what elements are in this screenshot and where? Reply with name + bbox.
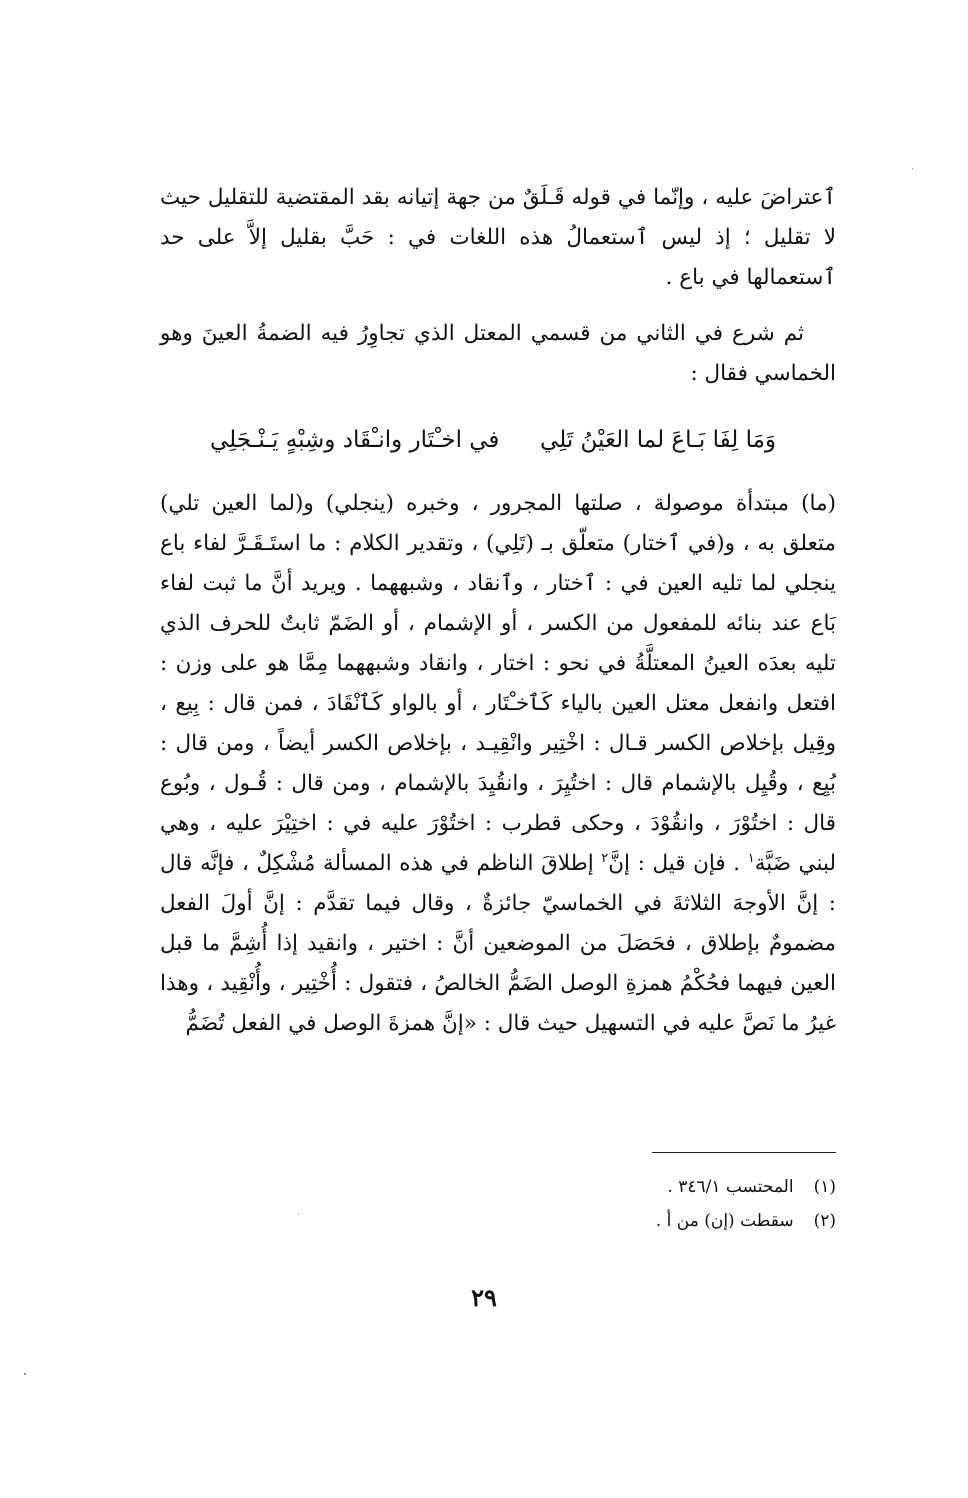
scan-speck [24, 1373, 26, 1375]
paragraph-continuation: ٱعتراضَ عليه ، وإنّما في قوله قَـلَقٌ من جهة إتيانه بقد المقتضية للتقليل حيث لا تقليل ؛ إذ ليس ٱستعمالُ هذه اللغات في : حَبَّ بقليل إلاَّ على حد ٱستعمالها في باع . [160, 185, 836, 290]
page-body [160, 178, 836, 1044]
footnote-1 [436, 1170, 836, 1204]
footnote-2 [436, 1204, 836, 1238]
commentary-paragraph [160, 484, 836, 1044]
verse-line [210, 420, 776, 460]
scan-speck [298, 1213, 299, 1214]
footnote-text: المحتسب ٣٤٦/١ . [667, 1177, 794, 1197]
footnote-number: (١) [813, 1177, 836, 1197]
paragraph-gap [160, 298, 836, 314]
footnote-ref-2: ٢ [601, 850, 609, 866]
paragraph-intro: ثم شرع في الثاني من قسمي المعتل الذي تجاوِرُ فيه الضمةُ العينَ وهو الخماسي فقال : [160, 321, 836, 386]
footnote-number: (٢) [813, 1211, 836, 1231]
page-number: ٢٩ [471, 1283, 497, 1312]
footnote-divider [652, 1152, 836, 1153]
verse-right-hemistich: وَمَا لِفَا بَـاعَ لما العَيْنُ تَلِي [540, 427, 776, 453]
commentary-text-part1: (ما) مبتدأة موصولة ، صلتها المجرور ، وخبره (ينجلي) و(لما العين تلي) متعلق به ، و(في ٱختار) متعلّق بـ (تَلِي) ، وتقدير الكلام : ما استَـقَـرَّ لفاء باع ينجلي لما تليه العين في : ٱختار ، وٱنقاد ، وشبههما . ويريد أنَّ ما ثبت لفاء بَاع عند بنائه للمفعول من الكسر ، أو الإشمام ، أو الضَمّ ثابتٌ للحرف الذي تليه بعدَه العينُ المعتلَّةُ في نحو : اختار ، وانقاد وشبههما مِمَّا هو على وزن : افتعل وانفعل معتل العين بالياء كَٱخـْتَار ، أو بالواو كَٱنْقَادَ ، فمن قال : بِيع ، وقِيل بإخلاص الكسر قـال : اخْتِير وانْقِيـد ، بإخلاص الكسر أيضاً ، ومن قال : بُيِع ، وقُيِل بالإشمام قال : اختُيِرَ ، وانقُيِدَ بالإشمام ، ومن قال : قُـول ، وبُوع قال : اختُوْرَ ، وانقُوْدَ ، وحكى قطرب : اختُوْرَ عليه في : اختِيْرَ عليه ، وهي لبني ضَبَّة [160, 491, 836, 876]
footnote-ref-1: ١ [747, 850, 755, 866]
scan-speck [912, 168, 913, 169]
commentary-text-part3: إطلاقَ الناظم في هذه المسألة مُشْكِلٌ ، فإنَّه قال : إنَّ الأوجهَ الثلاثةَ في الخماسيّ جائزةٌ ، وقال فيما تقدَّم : إنَّ أولَ الفعل مضمومٌ بإطلاق ، فحَصَلَ من الموضعين أنَّ : اختير ، وانقيد إذا أُشِمَّ ما قبل العين فيهما فحُكْمُ همزةِ الوصل الضَمُّ الخالصُ ، فتقول : أُخْتِير ، وأُنْقِيد ، وهذا غيرُ ما نَصَّ عليه في التسهيل حيث قال : «إنَّ همزةَ الوصل في الفعل تُضَمُّ [160, 851, 836, 1036]
verse-left-hemistich: في اخـْتَار وانـْقَاد وشِبْهٍ يَـنْـجَلِي [210, 427, 500, 453]
commentary-text-part2: . فإن قيل : إنَّ [608, 851, 748, 876]
footnote-text: سقطت (إن) من أ . [655, 1211, 794, 1231]
footnotes [436, 1170, 836, 1238]
